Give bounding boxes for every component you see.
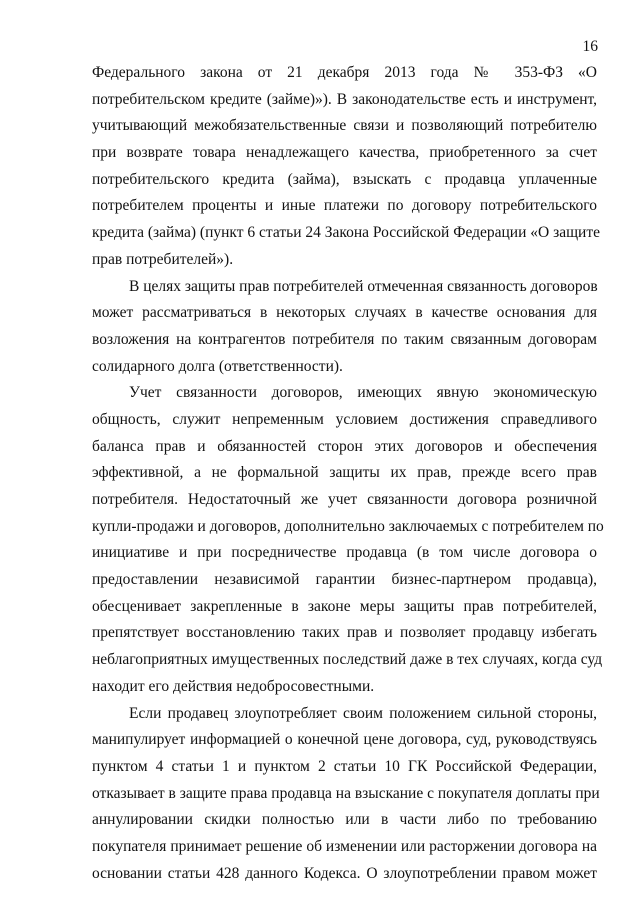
paragraph xyxy=(92,701,600,888)
text-line: потребителя. Недостаточный же учет связанности договора розничной xyxy=(92,491,597,508)
text-line: В целях защиты прав потребителей отмеченная связанность договоров xyxy=(129,277,598,295)
text-line: потребителем проценты и иные платежи по договору потребительского xyxy=(92,197,597,215)
text-line: основании статьи 428 данного Кодекса. О злоупотреблении правом может xyxy=(92,864,597,882)
text-line: потребительского кредита (займа), взыскать с продавца уплаченные xyxy=(92,170,597,188)
text-line: общность, служит непременным условием достижения справедливого xyxy=(92,410,597,428)
text-line: препятствует восстановлению таких прав и позволяет продавцу избегать xyxy=(92,624,597,642)
text-line: возложения на контрагентов потребителя по таким связанным договорам xyxy=(92,330,597,348)
text-line: Если продавец злоупотребляет своим положением сильной стороны, xyxy=(129,704,597,722)
text-line: прав потребителей»). xyxy=(92,250,234,268)
paragraph xyxy=(92,380,604,700)
text-line: баланса прав и обязанностей сторон этих договоров и обеспечения xyxy=(92,437,597,455)
text-line: обесценивает закрепленные в законе меры защиты прав потребителей, xyxy=(92,597,597,615)
text-line: эффективной, а не формальной защиты их прав, прежде всего прав xyxy=(92,464,597,482)
text-line: аннулировании скидки полностью или в части либо по требованию xyxy=(92,811,597,829)
text-line: предоставлении независимой гарантии бизнес-партнером продавца), xyxy=(92,571,597,589)
text-line: инициативе и при посредничестве продавца (в том числе договора о xyxy=(92,544,597,562)
text-line: при возврате товара ненадлежащего качества, приобретенного за счет xyxy=(92,144,597,162)
text-line: может рассматриваться в некоторых случаях в качестве основания для xyxy=(92,304,597,322)
text-line: солидарного долга (ответственности). xyxy=(92,357,343,375)
text-line: купли-продажи и договоров, дополнительно заключаемых с потребителем по xyxy=(92,517,604,535)
text-line: манипулирует информацией о конечной цене договора, суд, руководствуясь xyxy=(92,731,597,749)
text-line: неблагоприятных имущественных последствий даже в тех случаях, когда суд xyxy=(92,651,603,669)
text-line: учитывающий межобязательственные связи и позволяющий потребителю xyxy=(92,117,597,135)
paragraph xyxy=(92,60,600,274)
text-line: отказывает в защите права продавца на взыскание с покупателя доплаты при xyxy=(92,784,600,802)
text-line: Федерального закона от 21 декабря 2013 года № 353-ФЗ «О xyxy=(92,64,597,81)
text-line: кредита (займа) (пункт 6 статьи 24 Закона Российской Федерации «О защите xyxy=(92,224,600,242)
text-line: находит его действия недобросовестными. xyxy=(92,677,375,695)
text-line: потребительском кредите (займе)»). В законодательстве есть и инструмент, xyxy=(92,90,597,108)
document-body xyxy=(92,60,604,887)
text-line: пунктом 4 статьи 1 и пунктом 2 статьи 10 ГК Российской Федерации, xyxy=(92,757,597,775)
page-number: 16 xyxy=(582,38,598,55)
paragraph xyxy=(92,274,597,381)
text-line: покупателя принимает решение об изменении или расторжении договора на xyxy=(92,837,597,855)
text-line: Учет связанности договоров, имеющих явную экономическую xyxy=(129,384,597,402)
